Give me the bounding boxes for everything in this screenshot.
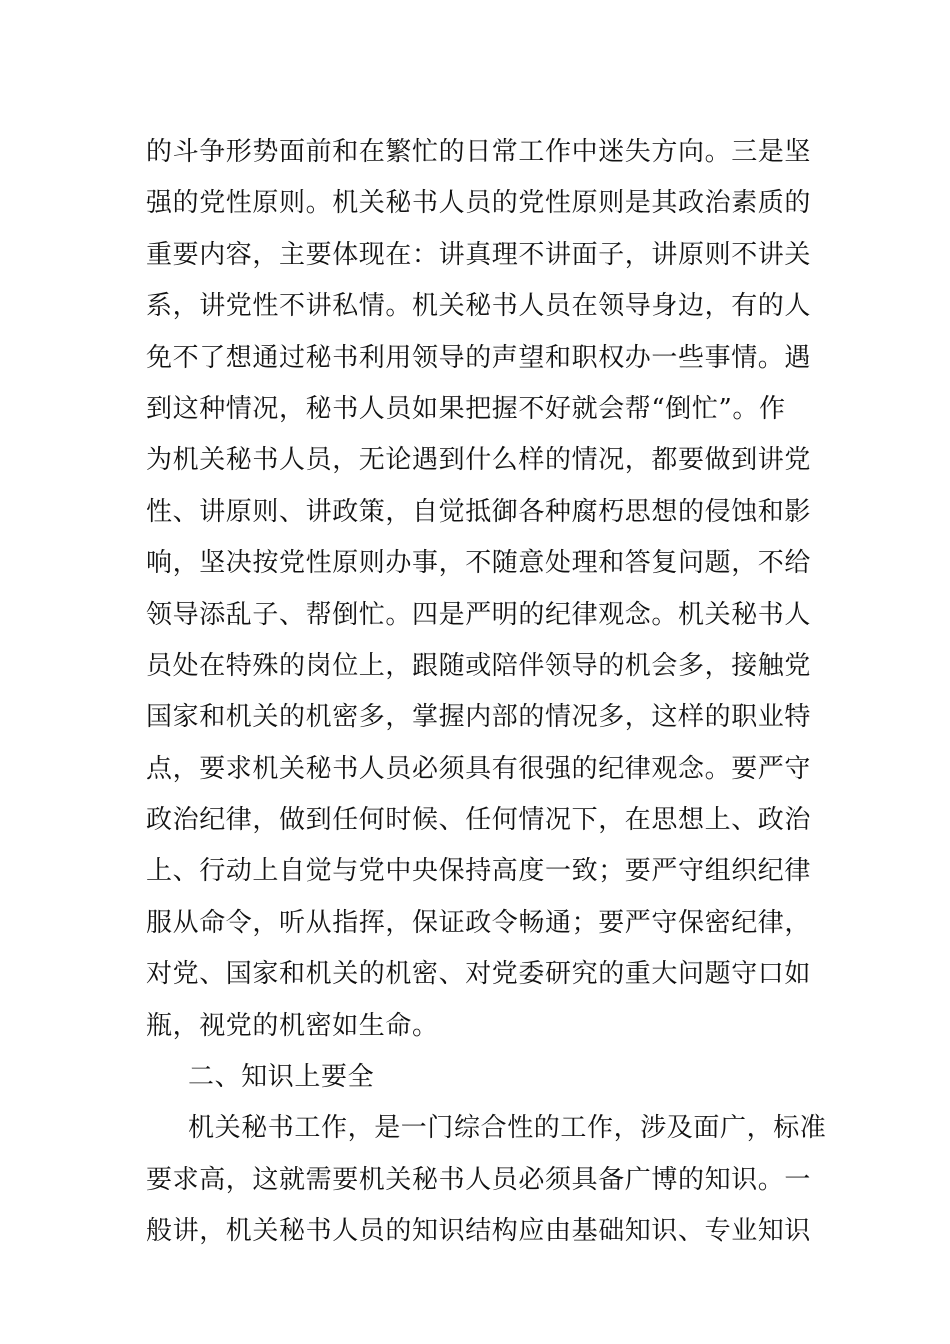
text-line: 上、行动上自觉与党中央保持高度一致；要严守组织纪律 xyxy=(146,856,812,887)
text-line: 领导添乱子、帮倒忙。四是严明的纪律观念。机关秘书人 xyxy=(146,599,812,630)
text-line: 员处在特殊的岗位上，跟随或陪伴领导的机会多，接触党 xyxy=(146,650,812,681)
text-line: 瓶，视党的机密如生命。 xyxy=(146,1010,439,1041)
text-line: 为机关秘书人员，无论遇到什么样的情况，都要做到讲党 xyxy=(146,445,812,476)
text-line: 的斗争形势面前和在繁忙的日常工作中迷失方向。三是坚 xyxy=(146,137,812,167)
section-heading: 二、知识上要全 xyxy=(188,1062,375,1093)
body-text xyxy=(146,127,827,1258)
text-line: 系，讲党性不讲私情。机关秘书人员在领导身边，有的人 xyxy=(146,291,812,322)
text-line: 般讲，机关秘书人员的知识结构应由基础知识、专业知识 xyxy=(146,1216,812,1247)
text-line: 到这种情况，秘书人员如果把握不好就会帮“倒忙”。作 xyxy=(146,393,786,424)
text-line: 服从命令，听从指挥，保证政令畅通；要严守保密纪律， xyxy=(146,907,812,938)
text-line: 机关秘书工作，是一门综合性的工作，涉及面广，标准 xyxy=(188,1113,827,1144)
text-line: 点，要求机关秘书人员必须具有很强的纪律观念。要严守 xyxy=(146,753,812,784)
text-line: 重要内容，主要体现在：讲真理不讲面子，讲原则不讲关 xyxy=(146,239,812,270)
text-line: 政治纪律，做到任何时候、任何情况下，在思想上、政治 xyxy=(146,805,812,836)
text-line: 免不了想通过秘书利用领导的声望和职权办一些事情。遇 xyxy=(146,342,812,373)
text-line: 强的党性原则。机关秘书人员的党性原则是其政治素质的 xyxy=(146,188,812,219)
text-line: 性、讲原则、讲政策，自觉抵御各种腐朽思想的侵蚀和影 xyxy=(146,496,812,527)
text-line: 对党、国家和机关的机密、对党委研究的重大问题守口如 xyxy=(146,959,812,990)
text-line: 国家和机关的机密多，掌握内部的情况多，这样的职业特 xyxy=(146,702,812,733)
text-line: 要求高，这就需要机关秘书人员必须具备广博的知识。一 xyxy=(146,1164,812,1195)
text-line: 响，坚决按党性原则办事，不随意处理和答复问题，不给 xyxy=(146,548,812,579)
